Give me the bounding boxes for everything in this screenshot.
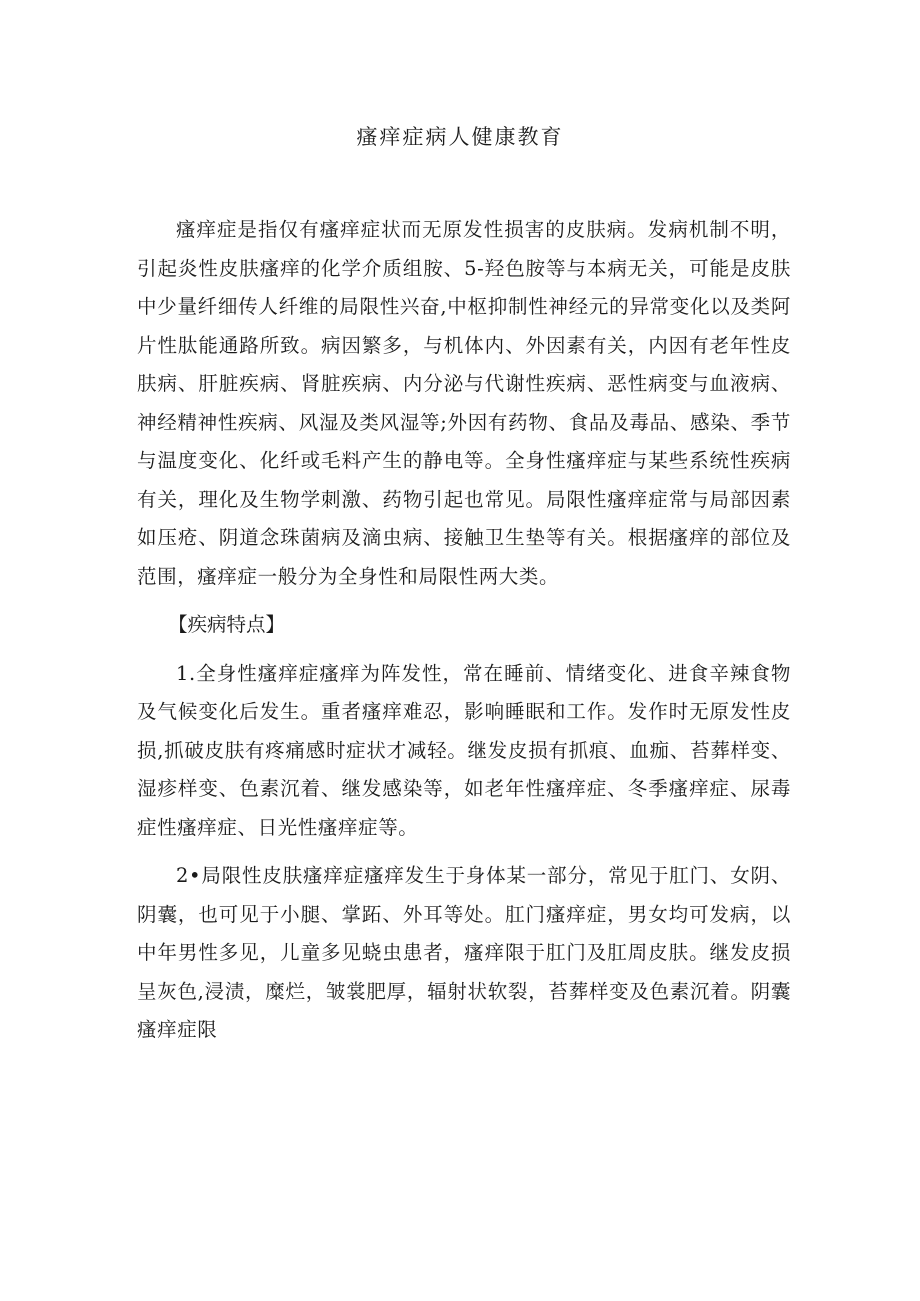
intro-paragraph: 瘙痒症是指仅有瘙痒症状而无原发性损害的皮肤病。发病机制不明，引起炎性皮肤瘙痒的化学介质组胺、5-羟色胺等与本病无关，可能是皮肤中少量纤细传人纤维的局限性兴奋,中枢抑制性神经元的异常变化以及类阿片性肽能通路所致。病因繁多，与机体内、外因素有关，内因有老年性皮肤病、肝脏疾病、肾脏疾病、内分泌与代谢性疾病、恶性病变与血液病、神经精神性疾病、风湿及类风湿等;外因有药物、食品及毒品、感染、季节与温度变化、化纤或毛料产生的静电等。全身性瘙痒症与某些系统性疾病有关，理化及生物学刺激、药物引起也常见。局限性瘙痒症常与局部因素如压疮、阴道念珠菌病及滴虫病、接触卫生垫等有关。根据瘙痒的部位及范围，瘙痒症一般分为全身性和局限性两大类。	[137, 218, 791, 588]
feature-paragraph-generalized: 1.全身性瘙痒症瘙痒为阵发性，常在睡前、情绪变化、进食辛辣食物及气候变化后发生。重者瘙痒难忍，影响睡眠和工作。发作时无原发性皮损,抓破皮肤有疼痛感时症状才减轻。继发皮损有抓痕、血痂、苔葬样变、湿疹样变、色素沉着、继发感染等，如老年性瘙痒症、冬季瘙痒症、尿毒症性瘙痒症、日光性瘙痒症等。	[137, 661, 791, 839]
document-body	[137, 211, 791, 1060]
section-heading-disease-features: 【疾病特点】	[168, 613, 286, 636]
feature-paragraph-localized: 2•局限性皮肤瘙痒症瘙痒发生于身体某一部分，常见于肛门、女阴、阴囊，也可见于小腿、掌跖、外耳等处。肛门瘙痒症，男女均可发病，以中年男性多见，儿童多见蛲虫患者，瘙痒限于肛门及肛周皮肤。继发皮损呈灰色,浸渍，糜烂，皱裳肥厚，辐射状软裂，苔葬样变及色素沉着。阴囊瘙痒症限	[137, 864, 791, 1041]
page-title: 瘙痒症病人健康教育	[356, 125, 564, 149]
